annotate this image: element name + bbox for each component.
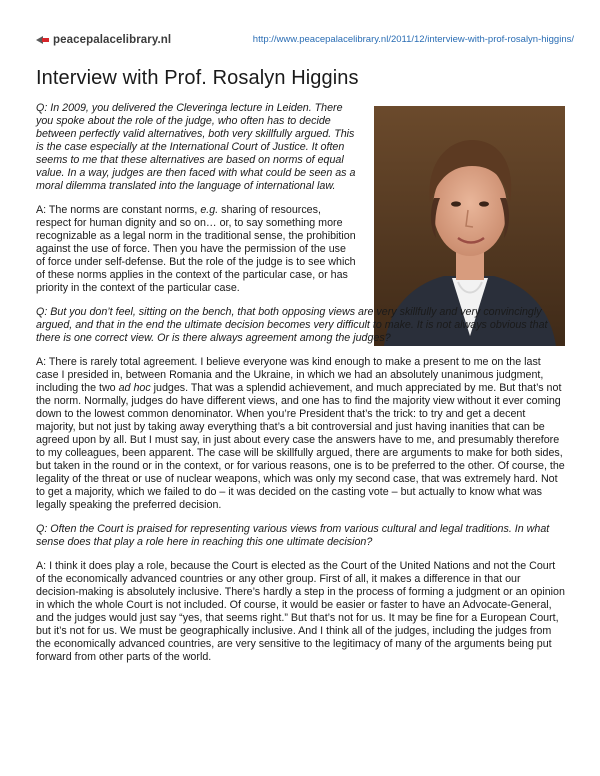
page-title: Interview with Prof. Rosalyn Higgins (36, 67, 359, 89)
question-2: Q: But you don’t feel, sitting on the bench, that both opposing views are very skillfully and very convincingly argued, and that in the end the ultimate decision becomes very difficult to make. It is not always obvious that there is one correct view. Or is there always agreement among the judges? (36, 306, 548, 344)
logo-text[interactable]: peacepalacelibrary.nl (53, 34, 172, 46)
answer-1: A: The norms are constant norms, e.g. sharing of resources, respect for human dignity and so on… or, to say something more recognizable as a legal norm in the traditional sense, the prohibition against the use of force. Then you have the permission of the use of force under self-defense. But the role of the judge is to see which of these norms applies in the context of the particular case, or has priority in the context of the particular case. (36, 204, 356, 294)
arrow-flag-icon (36, 34, 50, 46)
question-1: Q: In 2009, you delivered the Cleveringa lecture in Leiden. There you spoke about the role of the judge, who often has to decide between perfectly valid alternatives, both very skillfully argued. This is the case especially at the International Court of Justice. It often seems to me that these alternatives are based on norms of equal value. In a way, judges are then faced with what could be seen as a moral dilemma translated into the language of international law. (36, 102, 356, 192)
page-header (36, 32, 574, 48)
question-3: Q: Often the Court is praised for representing various views from various cultural and legal traditions. In what sense does that play a role here in reaching this one ultimate decision? (36, 523, 550, 548)
answer-3: A: I think it does play a role, because the Court is elected as the Court of the United Nations and not the Court of the economically advanced countries or any other group. First of all, it makes a difference in that our decision-making is absolutely inclusive. There’s hardly a step in the process of forming a judgment or an opinion in which the whole Court is not included. Of course, it would be easier or faster to have an Advocate-General, and the judges would just say “yes, that seems right.” But that’s not for us. It may be fine for a European Court, but it’s not for us. We must be geographically inclusive. And I think all of the judges, including the judges from the economically advanced countries, are very sensitive to the legitimacy of many of the arguments being put forward from other parts of the world. (36, 560, 565, 663)
answer-2: A: There is rarely total agreement. I believe everyone was kind enough to make a present to me on the last case I presided in, between Romania and the Ukraine, in which we had an absolutely unanimous judgment, including the two ad hoc judges. That was a splendid achievement, and much appreciated by me. But that’s not the norm. Normally, judges do have different views, and one has to find the majority view without it ever coming down to the lowest common denominator. When you’re President that’s the trick: to try and get a decent majority, but not just by taking away everything that’s a bit controversial and just having inanities that can be agreed upon by all. But I must say, in just about every case the answers have to me, and presumably therefore to my colleagues, been apparent. The case will be skillfully argued, there are arguments to make for both sides, but taken in the round or in the context, or for various reasons, one is to be preferred to the other. Of course, the legality of the threat or use of nuclear weapons, which was only my second case, that was extremely hard. Not to get a majority, which we failed to do – it was decided on the casting vote – but actually to know what was legally speaking the preferred decision. (36, 356, 565, 511)
article-body (36, 102, 566, 675)
site-logo[interactable] (36, 32, 171, 48)
source-url-link[interactable]: http://www.peacepalacelibrary.nl/2011/12/interview-with-prof-rosalyn-higgins/ (252, 34, 574, 45)
